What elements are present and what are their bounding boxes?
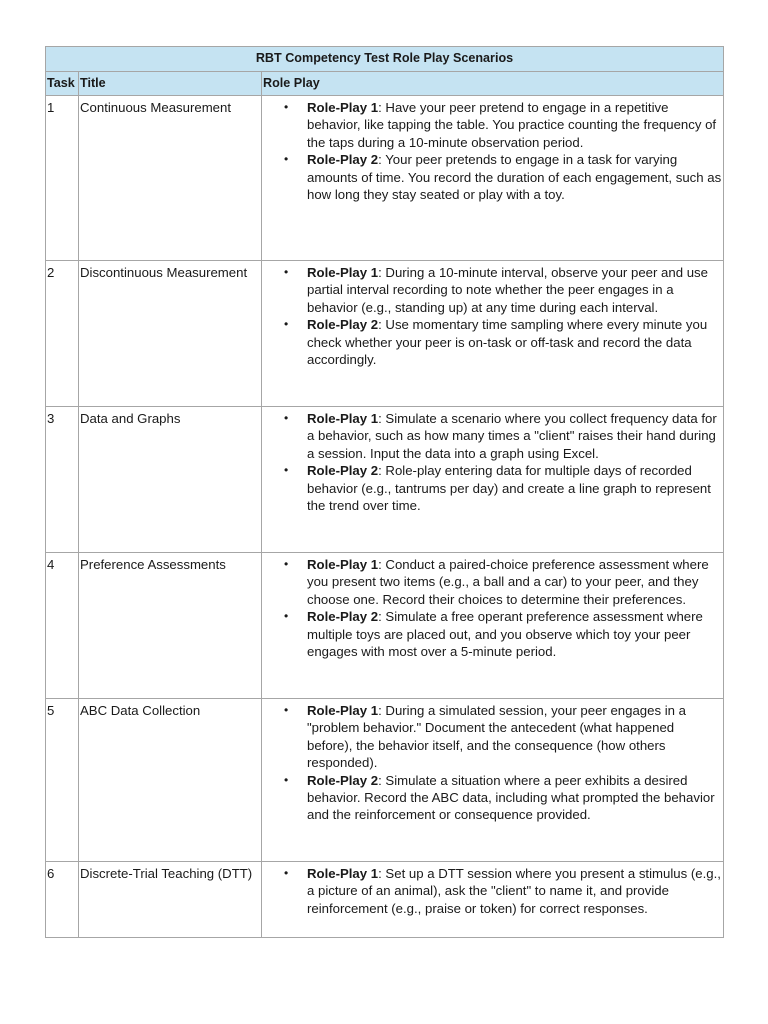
task-number: 2 [46, 261, 79, 407]
task-title: Data and Graphs [79, 407, 262, 553]
task-number: 6 [46, 862, 79, 938]
role-play-cell [262, 96, 724, 261]
role-play-text: : Set up a DTT session where you present a stimulus (e.g., a picture of an animal), ask the "client" to name it, and provide reinforcement (e.g., praise or token) for correct responses. [307, 866, 721, 916]
table-row [46, 261, 724, 407]
list-item [262, 702, 723, 772]
table-caption: RBT Competency Test Role Play Scenarios [46, 47, 724, 72]
task-title: Discontinuous Measurement [79, 261, 262, 407]
role-play-table [45, 46, 724, 938]
bullet-icon: • [284, 703, 289, 717]
bullet-icon: • [284, 152, 289, 167]
table-row [46, 96, 724, 261]
role-play-text: : Simulate a scenario where you collect frequency data for a behavior, such as how many times a "client" raises their hand during a session. Input the data into a graph using Excel. [307, 411, 717, 461]
bullet-icon: • [284, 557, 289, 571]
task-number: 4 [46, 553, 79, 699]
role-play-label: Role-Play 1 [307, 557, 379, 572]
list-item [262, 556, 723, 608]
role-play-list [262, 264, 723, 368]
header-title: Title [79, 72, 262, 96]
bullet-icon: • [284, 100, 289, 114]
role-play-label: Role-Play 1 [307, 100, 379, 115]
role-play-text: : Your peer pretends to engage in a task for varying amounts of time. You record the duration of each engagement, such as how long they stay seated or play with a toy. [307, 152, 722, 203]
role-play-label: Role-Play 2 [307, 609, 379, 625]
role-play-list [262, 865, 723, 917]
bullet-icon: • [284, 463, 289, 478]
role-play-label: Role-Play 1 [307, 411, 379, 426]
bullet-icon: • [284, 411, 289, 425]
task-title: Continuous Measurement [79, 96, 262, 261]
table-row [46, 407, 724, 553]
role-play-cell [262, 407, 724, 553]
list-item [262, 865, 723, 917]
role-play-label: Role-Play 2 [307, 152, 379, 168]
role-play-label: Role-Play 1 [307, 703, 379, 718]
role-play-text: : Simulate a free operant preference assessment where multiple toys are placed out, and you observe which toy your peer engages with most over a 5-minute period. [307, 609, 703, 660]
role-play-list [262, 702, 723, 824]
bullet-icon: • [284, 772, 289, 787]
role-play-cell [262, 261, 724, 407]
bullet-icon: • [284, 866, 289, 880]
role-play-label: Role-Play 1 [307, 265, 379, 280]
role-play-list [262, 556, 723, 660]
bullet-icon: • [284, 609, 289, 624]
list-item [262, 151, 723, 203]
role-play-text: : Use momentary time sampling where every minute you check whether your peer is on-task or off-task and record the data accordingly. [307, 317, 708, 368]
list-item [262, 264, 723, 316]
header-task: Task [46, 72, 79, 96]
role-play-label: Role-Play 2 [307, 463, 379, 479]
role-play-label: Role-Play 2 [307, 772, 379, 788]
task-title: ABC Data Collection [79, 699, 262, 862]
task-title: Preference Assessments [79, 553, 262, 699]
role-play-cell [262, 862, 724, 938]
role-play-label: Role-Play 1 [307, 866, 379, 881]
list-item [262, 316, 723, 368]
bullet-icon: • [284, 317, 289, 332]
role-play-text: : Role-play entering data for multiple days of recorded behavior (e.g., tantrums per day) and create a line graph to represent the trend over time. [307, 463, 711, 514]
header-role-play: Role Play [262, 72, 724, 96]
list-item [262, 462, 723, 514]
role-play-text: : During a simulated session, your peer engages in a "problem behavior." Document the antecedent (what happened before), the behavior itself, and the consequence (how others responded). [307, 703, 686, 771]
task-title: Discrete-Trial Teaching (DTT) [79, 862, 262, 938]
role-play-cell [262, 699, 724, 862]
list-item [262, 608, 723, 660]
role-play-text: : During a 10-minute interval, observe your peer and use partial interval recording to note whether the peer engages in a behavior (e.g., standing up) at any time during each interval. [307, 265, 708, 315]
bullet-icon: • [284, 265, 289, 279]
list-item [262, 772, 723, 824]
role-play-label: Role-Play 2 [307, 317, 379, 333]
list-item [262, 99, 723, 151]
task-number: 5 [46, 699, 79, 862]
table-header-row [46, 72, 724, 96]
table-row [46, 699, 724, 862]
role-play-text: : Have your peer pretend to engage in a repetitive behavior, like tapping the table. You practice counting the frequency of the taps during a 10-minute observation period. [307, 100, 717, 150]
role-play-list [262, 99, 723, 203]
list-item [262, 410, 723, 462]
table-row [46, 862, 724, 938]
role-play-list [262, 410, 723, 514]
role-play-text: : Conduct a paired-choice preference assessment where you present two items (e.g., a ball and a car) to your peer, and they choose one. Record their choices to determine their preferences. [307, 557, 709, 607]
table-row [46, 553, 724, 699]
role-play-text: : Simulate a situation where a peer exhibits a desired behavior. Record the ABC data, including what prompted the behavior and the reinforcement or consequence provided. [307, 772, 715, 823]
role-play-cell [262, 553, 724, 699]
task-number: 3 [46, 407, 79, 553]
task-number: 1 [46, 96, 79, 261]
table-caption-row [46, 47, 724, 72]
